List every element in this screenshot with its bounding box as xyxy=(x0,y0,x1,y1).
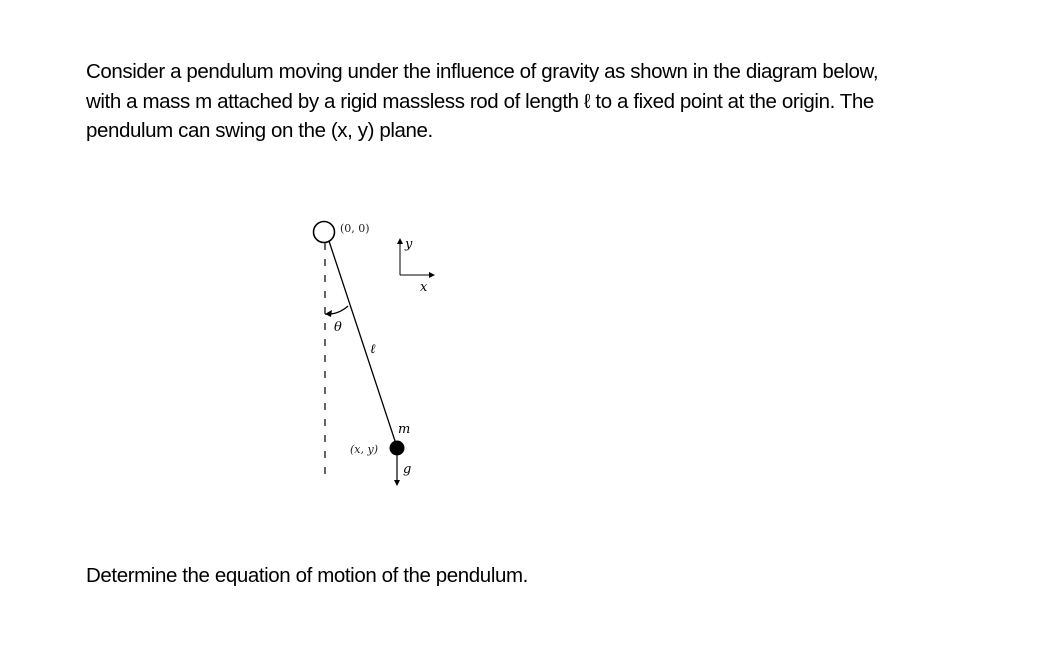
y-axis-label: y xyxy=(405,237,413,252)
angle-label: θ xyxy=(334,320,342,335)
x-axis-label: x xyxy=(420,280,428,295)
statement-line: Consider a pendulum moving under the influence of gravity as shown in the diagram below, xyxy=(86,60,879,83)
problem-statement xyxy=(86,57,986,146)
position-label: (x, y) xyxy=(350,443,378,456)
statement-line: with a mass m attached by a rigid massless rod of length ℓ to a fixed point at the origin. The xyxy=(86,89,874,113)
question-line: Determine the equation of motion of the pendulum. xyxy=(86,564,528,587)
mass-label: m xyxy=(398,422,411,437)
angle-arrowhead xyxy=(325,310,332,317)
statement-line: pendulum can swing on the (x, y) plane. xyxy=(86,119,433,142)
pendulum-rod xyxy=(328,238,397,447)
pivot-circle xyxy=(314,222,335,243)
length-label: ℓ xyxy=(370,342,376,357)
question-text xyxy=(86,561,986,591)
pendulum-diagram xyxy=(300,205,460,505)
origin-label: (0, 0) xyxy=(340,222,370,235)
mass-bob xyxy=(390,441,405,456)
gravity-label: g xyxy=(403,462,412,477)
